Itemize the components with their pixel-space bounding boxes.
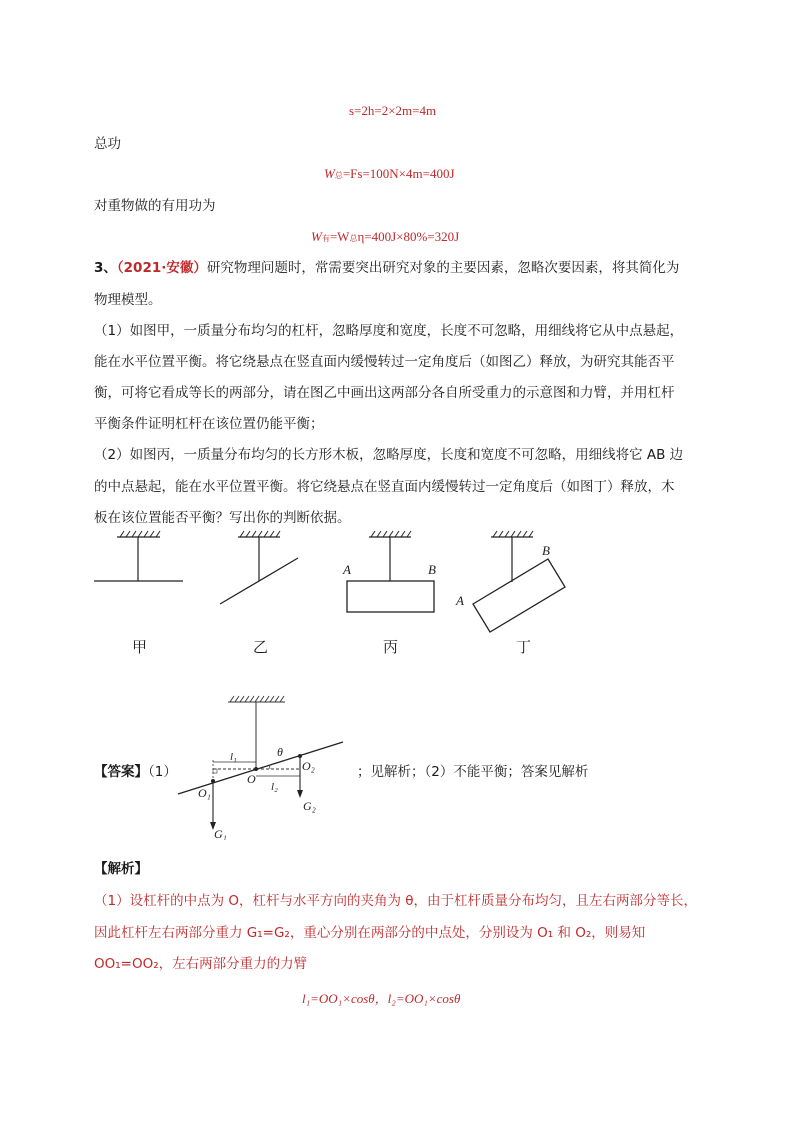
equation-total-work — [324, 166, 455, 182]
answer-label: 【答案】 — [94, 764, 148, 780]
diagram-o1: O₁ — [198, 786, 211, 800]
analysis-line3: OO₁=OO₂，左右两部分重力的力臂 — [94, 956, 308, 972]
caption-yi: 乙 — [253, 638, 269, 656]
question-part1-line1: （1）如图甲，一质量分布均匀的杠杆，忽略厚度和宽度，长度不可忽略，用细线将它从中点悬起， — [94, 323, 684, 339]
question-source: （2021·安徽） — [116, 260, 207, 276]
analysis-label: 【解析】 — [94, 861, 148, 877]
analysis-line1: （1）设杠杆的中点为 O，杠杆与水平方向的夹角为 θ，由于杠杆质量分布均匀，且左右两部分等长， — [94, 893, 698, 909]
diagram-theta: θ — [277, 745, 283, 759]
answer-part1-num: （1） — [148, 764, 177, 780]
diagram-g1: G₁ — [214, 827, 227, 840]
diagram-l2: l₂ — [271, 781, 278, 793]
question-part1-line2: 能在水平位置平衡。将它绕悬点在竖直面内缓慢转过一定角度后（如图乙）释放，为研究其能否平 — [94, 354, 675, 370]
question-intro-line1 — [94, 261, 679, 275]
diagram-o2: O₂ — [302, 759, 315, 773]
eq2-rest: =Fs=100N×4m=400J — [342, 166, 455, 181]
answer-diagram — [170, 690, 355, 840]
label-total-work: 总功 — [94, 136, 121, 152]
answer-rest: ；见解析；（2）不能平衡；答案见解析 — [357, 764, 589, 780]
question-part2-line2: 的中点悬起，能在水平位置平衡。将它绕悬点在竖直面内缓慢转过一定角度后（如图丁）释放，木 — [94, 479, 675, 495]
figure-yi — [220, 531, 298, 604]
diagram-g2: G₂ — [303, 799, 316, 813]
diagram-o: O — [247, 772, 256, 786]
label-b-ding: B — [542, 543, 550, 558]
eq3-w: W — [311, 229, 322, 244]
diagram-l1: l₁ — [230, 751, 237, 763]
label-a-ding: A — [456, 593, 464, 608]
equation-distance: s=2h=2×2m=4m — [349, 103, 437, 118]
label-b-bing: B — [428, 562, 436, 577]
question-part2-line3: 板在该位置能否平衡？写出你的判断依据。 — [94, 510, 351, 526]
figure-bing — [342, 531, 436, 612]
question-part1-line3: 衡，可将它看成等长的两部分，请在图乙中画出这两部分各自所受重力的示意图和力臂，并用杠杆 — [94, 385, 675, 401]
answer-prefix — [94, 765, 177, 779]
eq3-sub1: 有 — [321, 234, 330, 243]
label-useful-work: 对重物做的有用功为 — [94, 198, 216, 214]
question-part2-line1: （2）如图丙，一质量分布均匀的长方形木板，忽略厚度，长度和宽度不可忽略，用细线将它 AB 边 — [94, 447, 684, 463]
equation-useful-work — [311, 229, 459, 245]
label-a-bing: A — [343, 562, 351, 577]
caption-bing: 丙 — [383, 638, 399, 656]
caption-jia: 甲 — [132, 638, 148, 656]
eq2-sub: 总 — [334, 171, 343, 180]
figure-jia — [94, 531, 183, 581]
analysis-line2: 因此杠杆左右两部分重力 G₁=G₂，重心分别在两部分的中点处，分别设为 O₁ 和 O₂，则易知 — [94, 925, 646, 941]
question-part1-line4: 平衡条件证明杠杆在该位置仍能平衡； — [94, 416, 324, 432]
caption-ding: 丁 — [516, 638, 532, 656]
equation-lever-arms: l₁=OO₁×cosθ，l₂=OO₁×cosθ — [302, 991, 461, 1006]
figure-ding — [455, 531, 565, 632]
eq3-rest: η=400J×80%=320J — [357, 229, 460, 244]
question-number: 3、 — [94, 260, 117, 276]
eq3-eq: =W — [329, 229, 350, 244]
question-intro-text: 研究物理问题时，常需要突出研究对象的主要因素，忽略次要因素，将其简化为 — [206, 260, 680, 276]
question-intro-line2: 物理模型。 — [94, 292, 162, 308]
eq3-sub2: 总 — [349, 234, 358, 243]
eq2-w: W — [324, 166, 335, 181]
